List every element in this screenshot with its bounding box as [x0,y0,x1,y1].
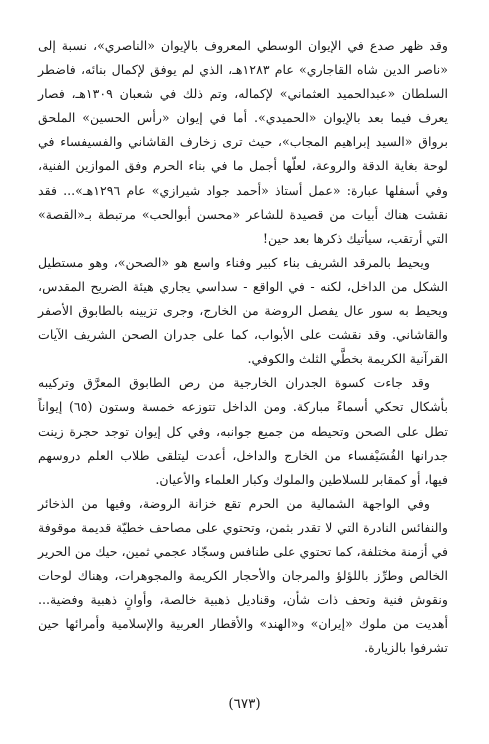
paragraph-3: وقد جاءت كسوة الجدران الخارجية من رص الطابوق المعرَّق وتركيبه بأشكال تحكي أسماءً مباركة. ومن الداخل تتوزعه خمسة وستون (٦٥) إيواناً تطل على الصحن وتحيطه من جميع جوانبه، وفي كل إيوان توجد حجرة زينت جدرانها الفُسَيْفساء من الخارج والداخل، أعدت ليتلقى طلاب العلم دروسهم فيها، أو كمقابر للسلاطين والملوك وكبار العلماء والأعيان. [38,375,448,487]
page-number: (٦٧٣) [228,696,261,712]
paragraph-1: وقد ظهر صدع في الإيوان الوسطي المعروف بالإيوان «الناصري»، نسبة إلى «ناصر الدين شاه القاجاري» عام ١٢٨٣هـ، الذي لم يوفق لإكمال بنائه، فاضطر السلطان «عبدالحميد العثماني» لإكماله، وتم ذلك في شعبان ١٣٠٩هـ، فصار يعرف فيما بعد بالإيوان «الحميدي». أما في إيوان «رأس الحسين» الملحق برواق «السيد إبراهيم المجاب»، حيث ترى زخارف القاشاني والفسيفساء في لوحة بغاية الدقة والروعة، لعلّها أجمل ما في بناء الحرم وفق الموازين الفنية، وفي أسفلها عبارة: «عمل أستاذ «أحمد جواد شيرازي» عام ١٢٩٦هـ»... فقد نقشت هناك أبيات من قصيدة للشاعر «محسن أبوالحب» مرتبطة بـ«القصة» التي أرتقب، سيأتيك ذكرها بعد حين! [38,38,448,246]
paragraph-2: ويحيط بالمرقد الشريف بناء كبير وفناء واسع هو «الصحن»، وهو مستطيل الشكل من الداخل، لكنه - في الواقع - سداسي يجاري هيئة الضريح المقدس، ويحيط به سور عال يفصل الروضة من الخارج، وجرى تزيينه بالطابوق الأصفر والقاشاني. وقد نقشت على الأبواب، كما على جدران الصحن الشريف الآيات القرآنية الكريمة بخطَّي الثلث والكوفي. [38,254,448,367]
body-text [38,34,448,660]
paragraph-4: وفي الواجهة الشمالية من الحرم تقع خزانة الروضة، وفيها من الذخائر والنفائس النادرة التي لا تقدر بثمن، وتحتوي على مصاحف خطيّة قديمة موقوفة في أزمنة مختلفة، كما تحتوي على طنافس وسجّاد عجمي ثمين، حيك من الحرير الخالص وطرِّز باللؤلؤ والمرجان والأحجار الكريمة والمجوهرات، وهناك لوحات ونقوش فنية وتحف ذات شأن، وقناديل ذهبية خالصة، وأوانٍ ذهبية وفضية... أهديت من ملوك «إيران» و«الهند» والأقطار العربية والإسلامية وأمرائها حين تشرفوا بالزيارة. [38,495,448,656]
